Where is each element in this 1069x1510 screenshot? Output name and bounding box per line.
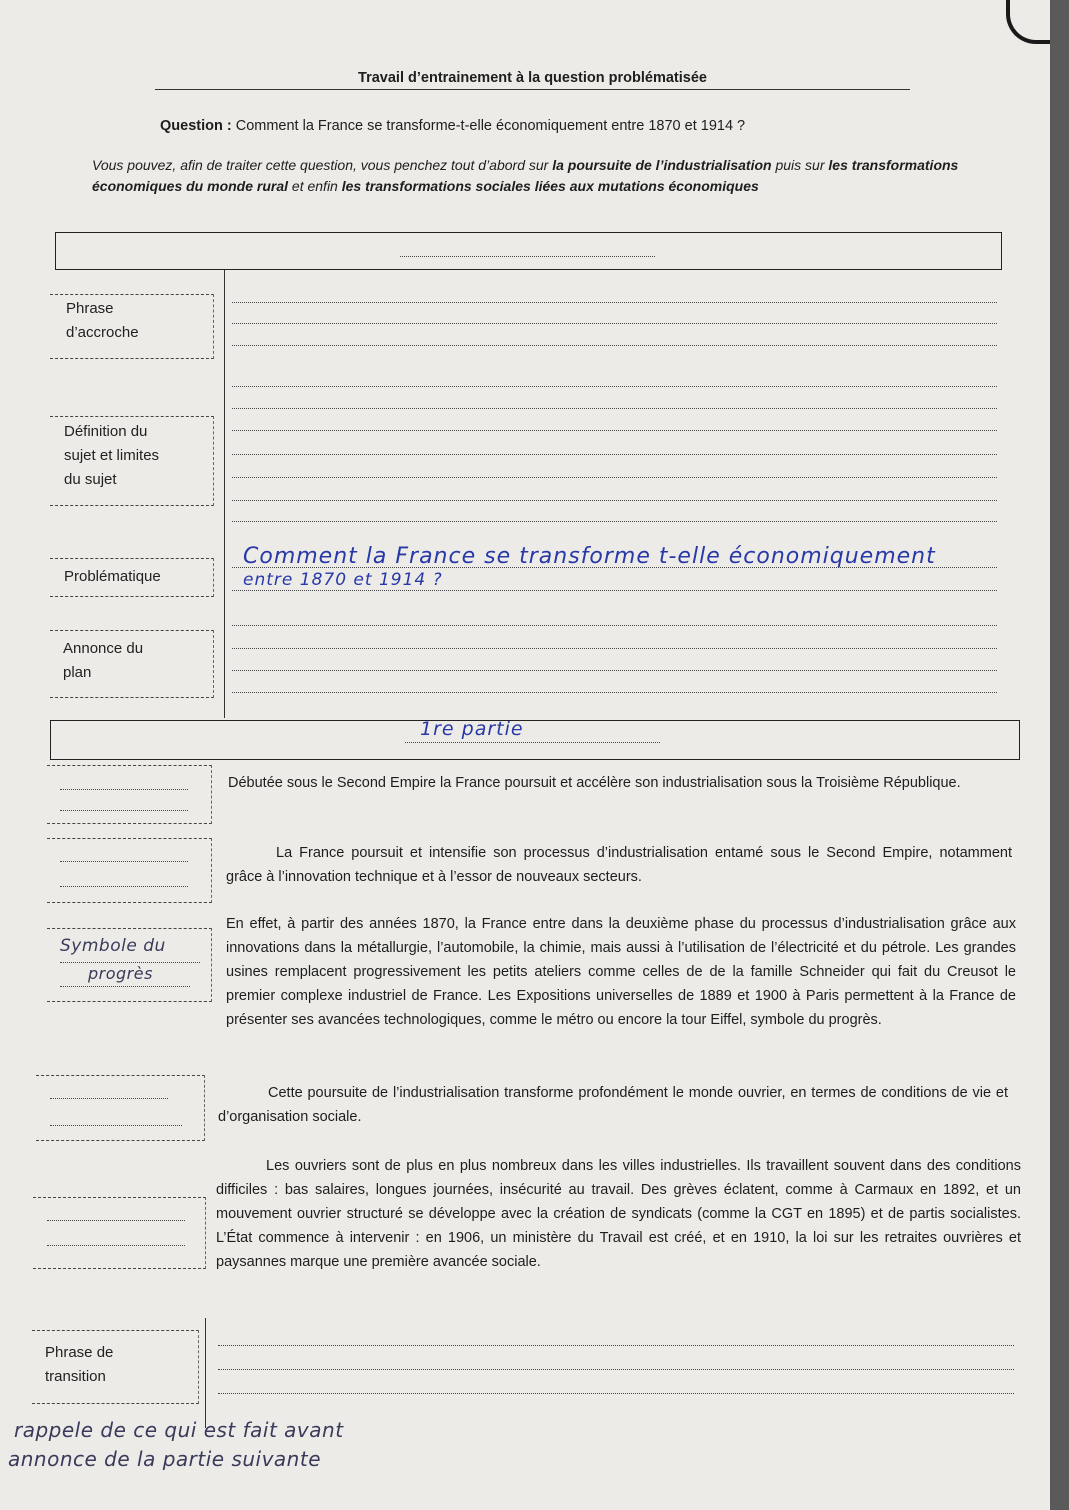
margin-line[interactable] [60,962,200,963]
handwritten-margin-note-line1: Symbole du [60,936,166,956]
writing-line[interactable] [232,386,997,387]
paragraph-3: En effet, à partir des années 1870, la France entre dans la deuxième phase du processus d’industrialisation grâce aux innovations dans la métallurgie, l’automobile, la chimie, mais aussi à l’utilisation de l’électricité et du pétrole. Les grandes usines remplacent progressivement les petits ateliers comme celles de de la famille Schneider qui fait du Creusot le premier complexe industriel de France. Les Expositions universelles de 1889 et 1900 à Paris permettent à la France de présenter ses avancées technologiques, comme le métro ou encore la tour Eiffel, symbole du progrès. [226,916,1016,1028]
hook-label: Phrase d’accroche [66,300,139,341]
writing-line[interactable] [218,1393,1014,1394]
margin-line[interactable] [47,1220,185,1221]
writing-line[interactable] [232,625,997,626]
margin-line[interactable] [60,810,188,811]
column-separator [224,270,225,718]
introduction-title-box[interactable] [55,232,1002,270]
binder-clip [1006,0,1050,44]
definition-label: Définition du sujet et limites du sujet [64,423,160,488]
writing-line[interactable] [232,500,997,501]
writing-line[interactable] [232,648,997,649]
margin-box [47,838,212,903]
writing-line[interactable] [232,408,997,409]
question-line [160,118,745,134]
part-one-title-box[interactable] [50,720,1020,760]
writing-line[interactable] [218,1369,1014,1370]
writing-line[interactable] [218,1345,1014,1346]
margin-box [36,1075,205,1141]
writing-line[interactable] [232,590,997,591]
margin-line[interactable] [60,886,188,887]
writing-line[interactable] [232,477,997,478]
paragraph-2: La France poursuit et intensifie son processus d’industrialisation entamé sous le Second Empire, notamment grâce à l’innovation technique et à l’essor de nouveaux secteurs. [226,845,1012,885]
writing-line[interactable] [232,302,997,303]
handwritten-bottom-note-line2: annonce de la partie suivante [8,1447,322,1471]
paragraph-5: Les ouvriers sont de plus en plus nombreux dans les villes industrielles. Ils travaillent souvent dans des conditions difficiles : bas salaires, longues journées, insécurité au travail. Des grèves éclatent, comme à Carmaux en 1892, et un mouvement ouvrier structuré se développe avec la création de syndicats (comme la CGT en 1895) et de partis socialistes. L’État commence à intervenir : en 1906, un ministère du Travail est créé, et en 1910, la loi sur les retraites ouvrières et paysannes marque une première avancée sociale. [216,1158,1021,1270]
margin-line[interactable] [60,789,188,790]
margin-box [47,765,212,824]
writing-line[interactable] [232,430,997,431]
margin-line[interactable] [60,986,190,987]
margin-line[interactable] [50,1125,182,1126]
writing-line[interactable] [232,323,997,324]
writing-line[interactable] [232,670,997,671]
writing-line[interactable] [232,692,997,693]
margin-line[interactable] [47,1245,185,1246]
paragraph-1: Débutée sous le Second Empire la France poursuit et accélère son industrialisation sous la Troisième République. [228,775,961,791]
handwritten-problematique-line2: entre 1870 et 1914 ? [243,570,443,590]
transition-label: Phrase de transition [45,1344,114,1385]
writing-line[interactable] [232,521,997,522]
writing-line[interactable] [232,454,997,455]
handwritten-part-title: 1re partie [420,718,524,740]
margin-box [33,1197,206,1269]
handwritten-problematique-line1: Comment la France se transforme t-elle économiquement [243,544,936,569]
page-title: Travail d’entrainement à la question problématisée [155,70,910,90]
column-separator [205,1318,206,1428]
instructions: Vous pouvez, afin de traiter cette question, vous penchez tout d’abord sur la poursuite de l’industrialisation puis sur les transformations économiques du monde rural et enfin les transformations sociales liées aux mutations économiques [92,157,959,194]
paragraph-4: Cette poursuite de l’industrialisation transforme profondément le monde ouvrier, en termes de conditions de vie et d’organisation sociale. [218,1085,1008,1125]
margin-line[interactable] [60,861,188,862]
question-label: Question : [160,118,232,134]
handwritten-margin-note-line2: progrès [88,964,153,983]
handwritten-bottom-note-line1: rappele de ce qui est fait avant [14,1418,344,1442]
writing-line[interactable] [232,345,997,346]
problem-label: Problématique [64,568,161,585]
plan-label: Annonce du plan [63,640,144,681]
margin-line[interactable] [50,1098,168,1099]
question-text: Comment la France se transforme-t-elle économiquement entre 1870 et 1914 ? [231,118,746,134]
